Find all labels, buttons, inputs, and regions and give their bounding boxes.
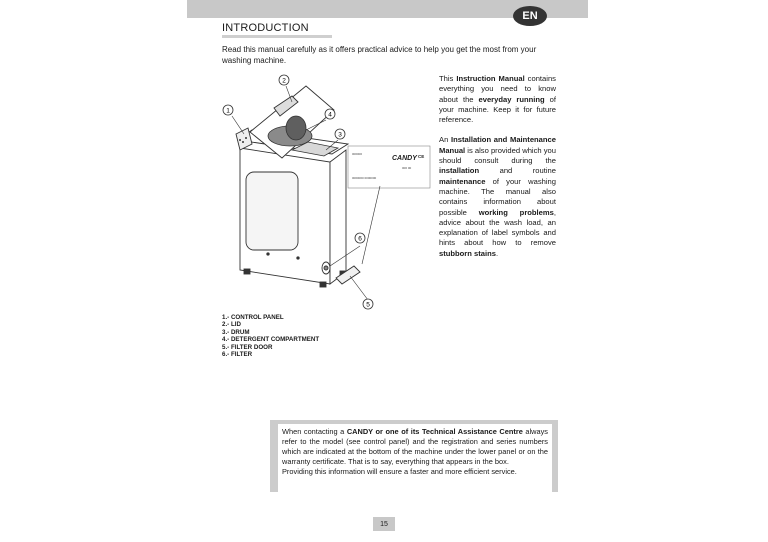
- label-brand-text: CANDY: [392, 155, 417, 162]
- section-title: INTRODUCTION: [222, 22, 309, 34]
- parts-list-item: 1.- CONTROL PANEL: [222, 314, 284, 321]
- parts-list-item: 4.- DETERGENT COMPARTMENT: [222, 336, 320, 344]
- svg-text:5: 5: [366, 301, 370, 309]
- callout-4: [325, 109, 335, 119]
- installation-manual-paragraph: An Installation and Maintenance Manual is also provided which you should consult during the installation and routine maintenance of your washing machine. The manual also contains information about possible working problems, advice about the wash load, an explanation of label symbols and hints about how to remove stubborn stains.: [439, 135, 556, 258]
- svg-text:3: 3: [338, 131, 342, 139]
- parts-list: [222, 314, 319, 358]
- svg-text:4: 4: [328, 111, 332, 119]
- svg-text:6: 6: [358, 235, 362, 243]
- parts-list-item: 3.- DRUM: [222, 328, 250, 336]
- label-fine-print: 000 00: [402, 166, 412, 170]
- washing-machine-diagram: [222, 68, 432, 313]
- title-underline: [222, 35, 332, 38]
- callout-5: [363, 299, 373, 309]
- parts-list-item: 6.- FILTER: [222, 351, 253, 359]
- instruction-manual-paragraph: This Instruction Manual contains everything you need to know about the everyday running of your machine. Keep it for future reference.: [439, 74, 556, 125]
- parts-list-item: 2.- LID: [222, 321, 241, 329]
- callout-1: [223, 105, 233, 115]
- label-ce-text: CE: [418, 154, 425, 159]
- manual-info-column: [439, 74, 556, 269]
- rating-label: [348, 146, 430, 264]
- language-badge: EN: [513, 6, 547, 26]
- parts-list-item: 5.- FILTER DOOR: [222, 343, 273, 351]
- callout-6: [355, 233, 365, 243]
- technical-assistance-notice: [270, 420, 558, 492]
- page-number: 15: [373, 517, 395, 531]
- label-fine-print: 0000000 0000000: [352, 176, 377, 180]
- intro-paragraph: Read this manual carefully as it offers practical advice to help you get the most from your washing machine.: [222, 45, 537, 65]
- callout-2: [279, 75, 289, 85]
- notice-paragraph: When contacting a CANDY or one of its Technical Assistance Centre always refer to the model (see control panel) and the registration and series numbers which are indicated at the bottom of the machine under the lower panel or on the warranty certificate. That is to say, everything that appears in the box.: [282, 427, 548, 466]
- notice-body: [278, 424, 552, 492]
- svg-text:2: 2: [282, 77, 286, 85]
- notice-closing: Providing this information will ensure a faster and more efficient service.: [282, 467, 517, 476]
- svg-text:1: 1: [226, 107, 230, 115]
- callout-3: [335, 129, 345, 139]
- label-fine-print: 000000: [352, 152, 363, 156]
